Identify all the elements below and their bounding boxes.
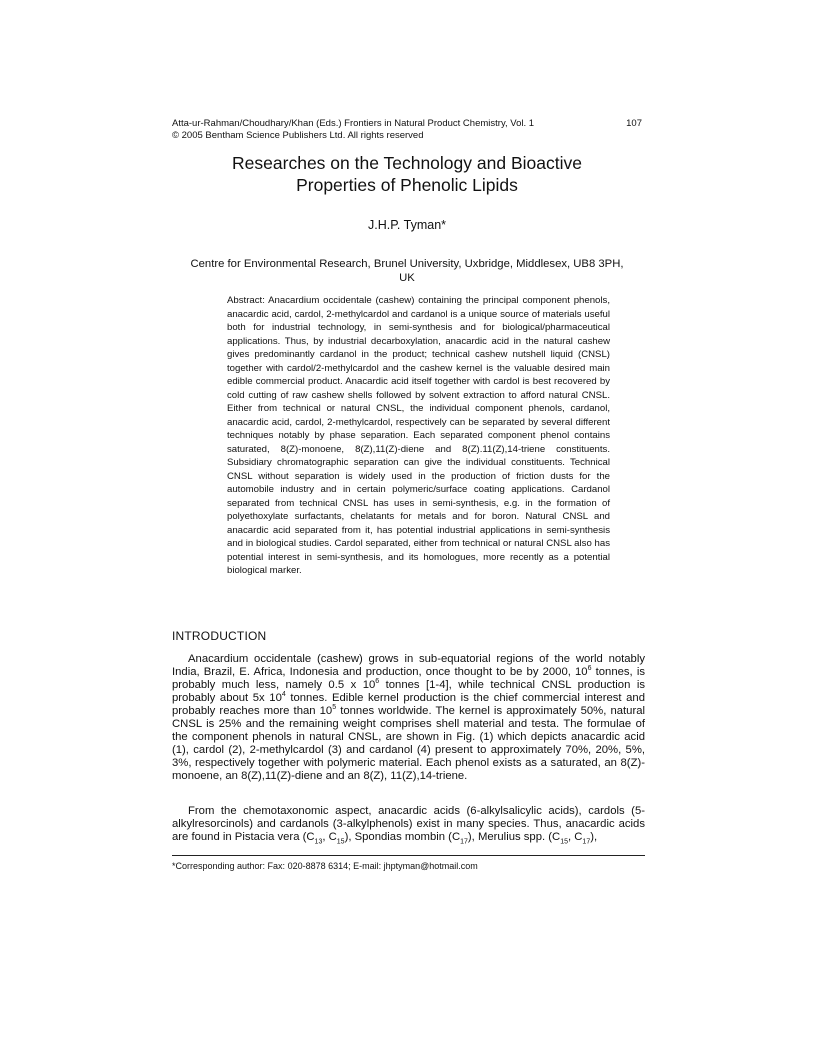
abstract-label: Abstract:	[227, 295, 265, 306]
page-number: 107	[626, 118, 642, 129]
running-header	[172, 118, 642, 130]
title-line-2: Properties of Phenolic Lipids	[296, 175, 518, 195]
affiliation	[172, 257, 642, 285]
intro-paragraph-2: From the chemotaxonomic aspect, anacardic acids (6-alkylsalicylic acids), cardols (5-alkylresorcinols) and cardanols (3-alkylphenols) exist in many species. Thus, anacardic acids are found in Pistacia vera ($C_{13}$, $C_{15}$), Spondias mombin $(C_{17})$, Merulius spp. ($C_{15}$, $C_{17}$),	[172, 805, 645, 846]
author: J.H.P. Tyman*	[367, 218, 447, 232]
footnote-divider	[172, 855, 645, 856]
intro-paragraph-1: Anacardium occidentale (cashew) grows in sub-equatorial regions of the world notably India, Brazil, E. Africa, Indonesia and production, once thought to be by 2000, $10^6$ tonnes, is probably much less, namely 0.5 x $10^6$ tonnes [1-4], while technical CNSL production is probably about 5x $10^4$ tonnes. Edible kernel production is the chief commercial interest and probably reaches more than $10^5$ tonnes worldwide. The kernel is approximately 50%, natural CNSL is 25% and the remaining weight comprises shell material and testa. The formulae of the component phenols in natural CNSL, are shown in Fig. (1) which depicts anacardic acid (1), cardol (2), 2-methylcardol (3) and cardanol (4) present to approximately 70%, 20%, 5%, 3%, respectively together with polymeric material. Each phenol exists as a saturated, an 8(Z)-monoene, an 8(Z),11(Z)-diene and an 8(Z), 11(Z),14-triene.	[172, 653, 646, 782]
title-line-1: Researches on the Technology and Bioactive	[232, 153, 582, 173]
paper-title	[172, 152, 642, 196]
section-heading: INTRODUCTION	[172, 629, 267, 643]
abstract-text: Anacardium occidentale (cashew) containing the principal component phenols, anacardic acid, cardol, 2-methylcardol and cardanol is a unique source of materials useful both for industrial technology, in semi-synthesis and for biological/pharmaceutical applications. Thus, by industrial decarboxylation, anacardic acid in the natural cashew gives predominantly cardanol in the product; technical cashew nutshell liquid (CNSL) together with cardol/2-methylcardol and the cashew kernel is the valuable desired main edible commercial product. Anacardic acid itself together with cardol is best recovered by cold cutting of raw cashew shells followed by solvent extraction to afford natural CNSL. Either from technical or natural CNSL, the individual component phenols, cardanol, anacardic acid, cardol, 2-methylcardol, respectively can be separated by several different techniques notably by phase separation. Each separated component phenol contains saturated, 8(Z)-monoene, 8(Z),11(Z)-diene and 8(Z).11(Z),14-triene constituents. Subsidiary chromatographic separation can give the individual constituents. Technical CNSL without separation is widely used in the production of friction dusts for the automobile industry and in certain polymeric/surface coating applications. Cardanol separated from technical CNSL has uses in semi-synthesis, e.g. in the formation of polyethoxylate surfactants, chelatants for metals and for boron. Natural CNSL and anacardic acid separated from it, has potential industrial applications in semi-synthesis and in biological studies. Cardol separated, either from technical or natural CNSL also has potential interest in semi-synthesis, and its homologues, more recently as a potential biological marker.	[227, 295, 610, 576]
citation: Atta-ur-Rahman/Choudhary/Khan (Eds.) Frontiers in Natural Product Chemistry, Vol. 1	[172, 118, 535, 129]
affiliation-line-2: UK	[399, 272, 415, 284]
abstract	[227, 294, 610, 578]
footnote: *Corresponding author: Fax: 020-8878 6314; E-mail: jhptyman@hotmail.com	[172, 861, 478, 871]
copyright: © 2005 Bentham Science Publishers Ltd. All rights reserved	[172, 130, 424, 141]
affiliation-line-1: Centre for Environmental Research, Brunel University, Uxbridge, Middlesex, UB8 3PH,	[190, 258, 624, 270]
